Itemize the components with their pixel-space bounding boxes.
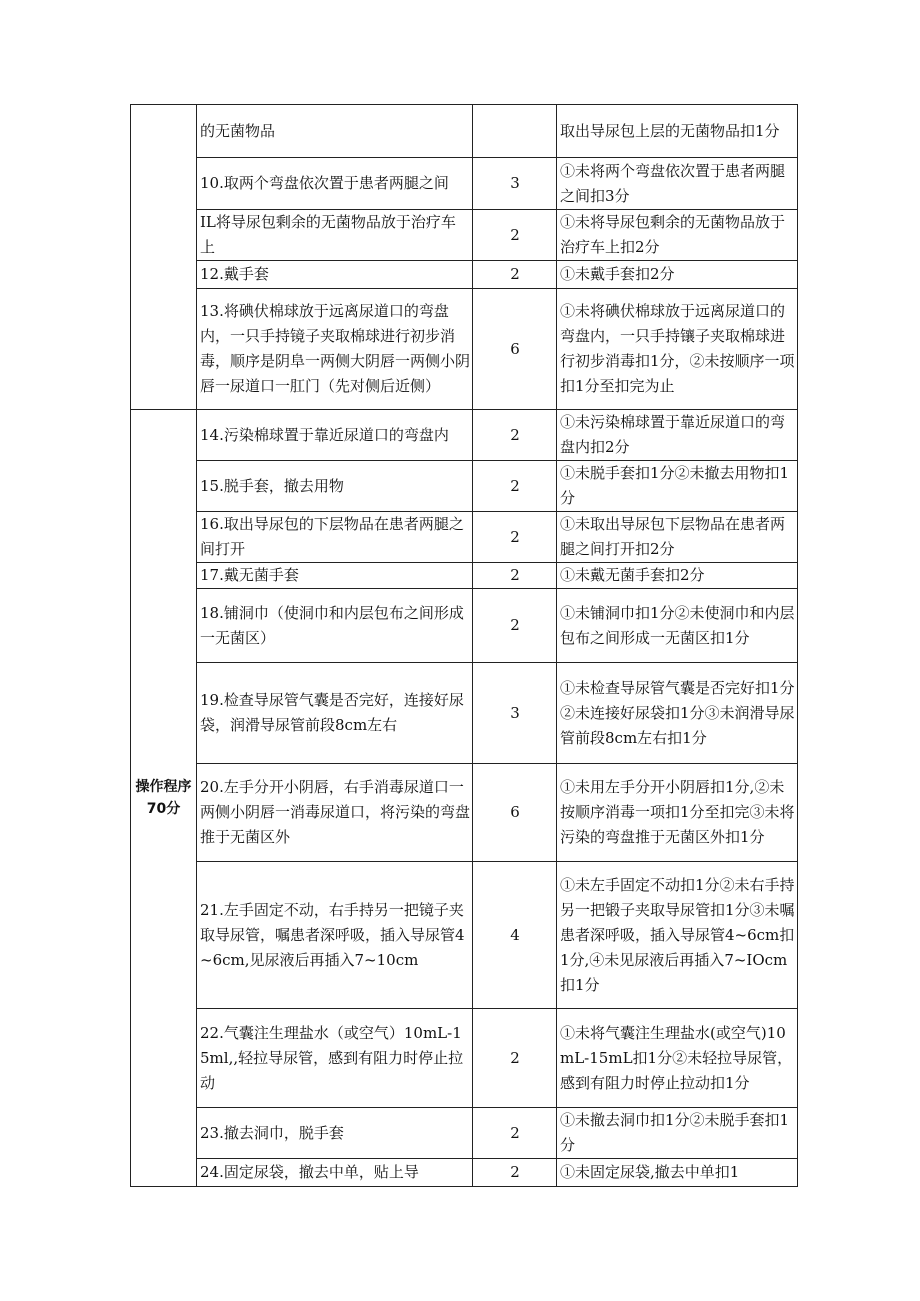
deduction-cell: ①未铺洞巾扣1分②未使洞巾和内层包布之间形成一无菌区扣1分	[557, 589, 798, 663]
table-row	[131, 158, 798, 210]
score-cell: 2	[473, 1108, 557, 1159]
table-row	[131, 289, 798, 410]
table-row	[131, 261, 798, 289]
table-row	[131, 1108, 798, 1159]
step-cell: 22.气囊注生理盐水（或空气）10mL-15ml,,轻拉导尿管，感到有阻力时停止拉动	[197, 1009, 473, 1108]
step-cell: 19.检查导尿管气囊是否完好，连接好尿袋，润滑导尿管前段8cm左右	[197, 663, 473, 764]
score-cell: 2	[473, 1009, 557, 1108]
category-cell-continued	[131, 105, 197, 410]
deduction-cell: ①未戴手套扣2分	[557, 261, 798, 289]
step-cell: 17.戴无菌手套	[197, 563, 473, 589]
step-cell: 24.固定尿袋，撤去中单，贴上导	[197, 1159, 473, 1187]
table-row	[131, 1009, 798, 1108]
score-cell: 3	[473, 158, 557, 210]
table-row	[131, 563, 798, 589]
score-cell: 6	[473, 289, 557, 410]
step-cell: 16.取出导尿包的下层物品在患者两腿之间打开	[197, 512, 473, 563]
step-cell: 21.左手固定不动，右手持另一把镜子夹取导尿管，嘱患者深呼吸，插入导尿管4~6cm,见尿液后再插入7~10cm	[197, 862, 473, 1009]
step-cell: 14.污染棉球置于靠近尿道口的弯盘内	[197, 410, 473, 461]
deduction-cell: ①未检查导尿管气囊是否完好扣1分②未连接好尿袋扣1分③未润滑导尿管前段8cm左右扣1分	[557, 663, 798, 764]
deduction-cell: 取出导尿包上层的无菌物品扣1分	[557, 105, 798, 158]
deduction-cell: ①未将碘伏棉球放于远离尿道口的弯盘内，一只手持镶子夹取棉球进行初步消毒扣1分，②未按顺序一项扣1分至扣完为止	[557, 289, 798, 410]
deduction-cell: ①未将导尿包剩余的无菌物品放于治疗车上扣2分	[557, 210, 798, 261]
score-cell: 6	[473, 764, 557, 862]
table-row	[131, 862, 798, 1009]
step-cell: 15.脱手套，撤去用物	[197, 461, 473, 512]
deduction-cell: ①未取出导尿包下层物品在患者两腿之间打开扣2分	[557, 512, 798, 563]
score-cell: 2	[473, 210, 557, 261]
deduction-cell: ①未撤去洞巾扣1分②未脱手套扣1分	[557, 1108, 798, 1159]
scoring-table	[130, 104, 798, 1187]
table-row	[131, 1159, 798, 1187]
score-cell: 2	[473, 1159, 557, 1187]
step-cell: 20.左手分开小阴唇，右手消毒尿道口一两侧小阴唇一消毒尿道口，将污染的弯盘推于无菌区外	[197, 764, 473, 862]
step-cell: 23.撤去洞巾，脱手套	[197, 1108, 473, 1159]
score-cell: 4	[473, 862, 557, 1009]
step-cell: 18.铺洞巾（使洞巾和内层包布之间形成一无菌区）	[197, 589, 473, 663]
deduction-cell: ①未污染棉球置于靠近尿道口的弯盘内扣2分	[557, 410, 798, 461]
score-cell: 2	[473, 563, 557, 589]
table-row	[131, 410, 798, 461]
step-cell: 13.将碘伏棉球放于远离尿道口的弯盘内，一只手持镜子夹取棉球进行初步消毒，顺序是阴阜一两侧大阴唇一两侧小阴唇一尿道口一肛门（先对侧后近侧）	[197, 289, 473, 410]
step-cell: 的无菌物品	[197, 105, 473, 158]
step-cell: 10.取两个弯盘依次置于患者两腿之间	[197, 158, 473, 210]
score-cell	[473, 105, 557, 158]
deduction-cell: ①未用左手分开小阴唇扣1分,②未按顺序消毒一项扣1分至扣完③未将污染的弯盘推于无菌区外扣1分	[557, 764, 798, 862]
table-row	[131, 512, 798, 563]
score-cell: 2	[473, 410, 557, 461]
step-cell: IL将导尿包剩余的无菌物品放于治疗车上	[197, 210, 473, 261]
table-row	[131, 210, 798, 261]
deduction-cell: ①未脱手套扣1分②未撤去用物扣1分	[557, 461, 798, 512]
deduction-cell: ①未将两个弯盘依次置于患者两腿之间扣3分	[557, 158, 798, 210]
score-cell: 3	[473, 663, 557, 764]
category-cell: 操作程序70分	[131, 410, 197, 1187]
score-cell: 2	[473, 461, 557, 512]
table-row	[131, 589, 798, 663]
step-cell: 12.戴手套	[197, 261, 473, 289]
score-cell: 2	[473, 512, 557, 563]
deduction-cell: ①未将气囊注生理盐水(或空气)10mL-15mL扣1分②未轻拉导尿管，感到有阻力时停止拉动扣1分	[557, 1009, 798, 1108]
deduction-cell: ①未左手固定不动扣1分②未右手持另一把锻子夹取导尿管扣1分③未嘱患者深呼吸，插入导尿管4~6cm扣1分,④未见尿液后再插入7~IOcm扣1分	[557, 862, 798, 1009]
deduction-cell: ①未固定尿袋,撤去中单扣1	[557, 1159, 798, 1187]
table-row	[131, 764, 798, 862]
deduction-cell: ①未戴无菌手套扣2分	[557, 563, 798, 589]
score-cell: 2	[473, 261, 557, 289]
score-cell: 2	[473, 589, 557, 663]
table-row	[131, 461, 798, 512]
table-row	[131, 105, 798, 158]
table-row	[131, 663, 798, 764]
